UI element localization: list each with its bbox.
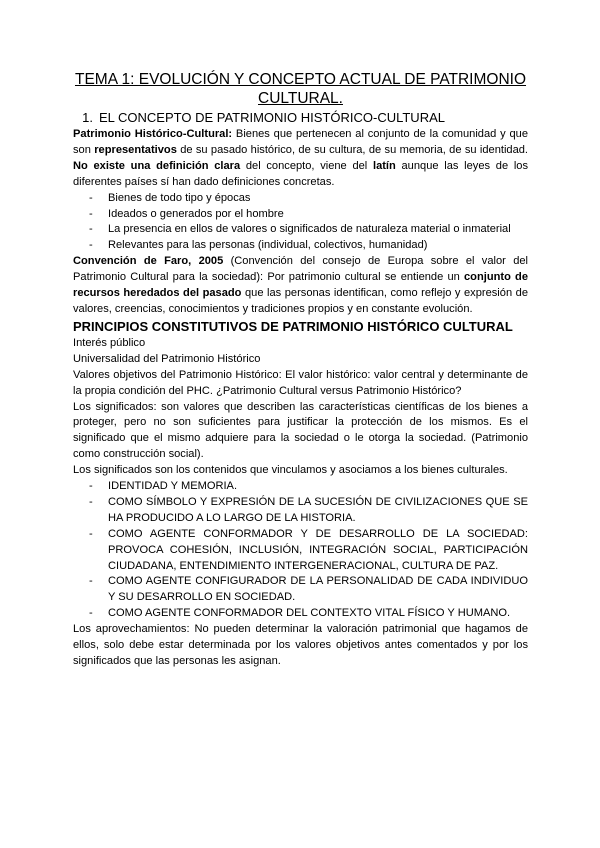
list-item: - Bienes de todo tipo y épocas <box>108 191 528 207</box>
definition-text: aunque las leyes de los diferentes países sí han dado definiciones concretas. <box>73 159 529 188</box>
section-heading <box>73 110 528 126</box>
faro-paragraph <box>73 254 528 318</box>
meanings-list <box>73 479 528 622</box>
list-item: - Ideados o generados por el hombre <box>108 207 528 223</box>
principle-public-interest: Interés público <box>73 336 146 349</box>
definition-text: de su pasado histórico, de su cultura, de su memoria, de su identidad. <box>176 143 529 156</box>
definition-bold: No existe una definición clara <box>73 159 241 172</box>
closing-paragraph: Los aprovechamientos: No pueden determinar la valoración patrimonial que hagamos de ellos, solo debe estar determinada por los valores objetivos antes comentados y por los significados que las personas les asignan. <box>73 623 528 667</box>
list-item: - COMO AGENTE CONFORMADOR DEL CONTEXTO VITAL FÍSICO Y HUMANO. <box>108 606 528 622</box>
definition-text: del concepto, viene del <box>240 159 373 172</box>
list-item: - IDENTIDAD Y MEMORIA. <box>108 479 528 495</box>
principle-objective-values: Valores objetivos del Patrimonio Histórico: El valor histórico: valor central y determinante de la propia condición del PHC. ¿Patrimonio Cultural versus Patrimonio Histórico? <box>73 368 528 397</box>
faro-text: (Convención del consejo de Europa sobre el valor del Patrimonio Cultural para la sociedad): Por patrimonio cultural se entiende un <box>73 255 528 284</box>
list-item: - COMO AGENTE CONFIGURADOR DE LA PERSONALIDAD DE CADA INDIVIDUO Y SU DESARROLLO EN SOCIEDAD. <box>108 574 528 606</box>
section-title: EL CONCEPTO DE PATRIMONIO HISTÓRICO-CULTURAL <box>99 110 445 125</box>
page-title: TEMA 1: EVOLUCIÓN Y CONCEPTO ACTUAL DE PATRIMONIO CULTURAL. <box>74 71 527 107</box>
definition-term: Patrimonio Histórico-Cultural: <box>73 128 233 140</box>
section-number: 1. <box>82 110 93 125</box>
list-item: - La presencia en ellos de valores o significados de naturaleza material o inmaterial <box>108 222 528 238</box>
definition-paragraph <box>73 127 528 191</box>
list-item: - COMO AGENTE CONFORMADOR Y DE DESARROLLO DE LA SOCIEDAD: PROVOCA COHESIÓN, INCLUSIÓN, INTEGRACIÓN SOCIAL, PARTICIPACIÓN CIUDADANA, ENTENDIMIENTO INTERGENERACIONAL, CULTURA DE PAZ. <box>108 527 528 575</box>
list-item: - COMO SÍMBOLO Y EXPRESIÓN DE LA SUCESIÓN DE CIVILIZACIONES QUE SE HA PRODUCIDO A LO LARGO DE LA HISTORIA. <box>108 495 528 527</box>
faro-text: que las personas identifican, como reflejo y expresión de valores, creencias, conocimientos y tradiciones propios y en constante evolución. <box>73 287 528 315</box>
definition-text: Bienes que pertenecen al conjunto de la comunidad y que son <box>73 128 528 156</box>
definition-bold: representativos <box>94 143 177 156</box>
definition-bold: latín <box>372 159 396 172</box>
principles-heading: PRINCIPIOS CONSTITUTIVOS DE PATRIMONIO HISTÓRICO CULTURAL <box>73 318 513 334</box>
document-page <box>73 70 528 670</box>
list-item: - Relevantes para las personas (individual, colectivos, humanidad) <box>108 238 528 254</box>
principle-meanings: Los significados: son valores que describen las características científicas de los bienes a proteger, pero no son suficientes para justificar la protección de los mismos. Es el significado que el mismo adquiere para la sociedad o le otorga la sociedad. (Patrimonio como construcción social). <box>73 400 528 461</box>
characteristics-list <box>73 191 528 255</box>
principle-universality: Universalidad del Patrimonio Histórico <box>73 352 261 365</box>
principle-meanings-contents: Los significados son los contenidos que vinculamos y asociamos a los bienes culturales. <box>73 464 508 477</box>
faro-bold: conjunto de recursos heredados del pasado <box>73 271 528 300</box>
faro-term: Convención de Faro, 2005 <box>73 255 224 268</box>
